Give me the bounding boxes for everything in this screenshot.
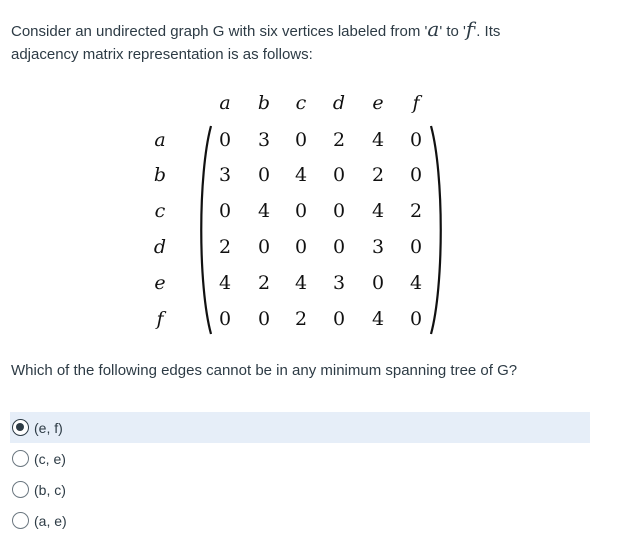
answer-options <box>10 412 590 536</box>
matrix-cell: 0 <box>294 236 308 258</box>
matrix-cell: 0 <box>218 200 232 222</box>
matrix-col-label: d <box>332 92 346 114</box>
matrix-cell: 0 <box>257 308 271 330</box>
matrix-cell: 3 <box>332 272 346 294</box>
matrix-cell: 0 <box>257 236 271 258</box>
answer-label: (c, e) <box>34 450 66 467</box>
matrix-cell: 4 <box>409 272 423 294</box>
matrix-cell: 0 <box>294 129 308 151</box>
answer-option-e-f[interactable] <box>10 412 590 443</box>
matrix-col-label: a <box>219 92 231 114</box>
matrix-cell: 4 <box>294 272 308 294</box>
question-text-before: Consider an undirected graph G with six vertices labeled from ' <box>11 23 428 40</box>
matrix-row-label: a <box>154 129 166 151</box>
matrix-cell: 0 <box>409 236 423 258</box>
matrix-cell: 0 <box>332 236 346 258</box>
matrix-row-label: e <box>154 272 166 294</box>
answer-option-c-e[interactable] <box>10 443 590 474</box>
answer-option-a-e[interactable] <box>10 505 590 536</box>
matrix-row-label: c <box>154 200 166 222</box>
matrix-row-label: b <box>153 164 167 186</box>
matrix-cell: 4 <box>371 200 385 222</box>
matrix-cell: 0 <box>371 272 385 294</box>
matrix-row-label: d <box>153 236 167 258</box>
matrix-cell: 3 <box>371 236 385 258</box>
matrix-cell: 3 <box>257 129 271 151</box>
matrix-col-label: e <box>372 92 384 114</box>
matrix-cell: 4 <box>371 308 385 330</box>
matrix-cell: 4 <box>294 164 308 186</box>
matrix-col-label: c <box>295 92 307 114</box>
answer-label: (e, f) <box>34 419 63 436</box>
matrix-cell: 2 <box>294 308 308 330</box>
matrix-cell: 2 <box>218 236 232 258</box>
matrix-row-label: f <box>156 308 164 330</box>
radio-button[interactable] <box>12 512 29 529</box>
answer-label: (a, e) <box>34 512 67 529</box>
first-vertex-label: a <box>427 17 440 41</box>
question-text-middle: ' to ' <box>439 23 466 40</box>
matrix-cell: 0 <box>294 200 308 222</box>
matrix-cell: 0 <box>332 200 346 222</box>
question-text <box>11 18 571 66</box>
adjacency-matrix <box>140 84 470 344</box>
matrix-cell: 0 <box>409 308 423 330</box>
matrix-cell: 4 <box>218 272 232 294</box>
matrix-cell: 2 <box>409 200 423 222</box>
matrix-cell: 0 <box>409 164 423 186</box>
radio-button[interactable] <box>12 450 29 467</box>
matrix-cell: 0 <box>409 129 423 151</box>
matrix-cell: 0 <box>332 308 346 330</box>
matrix-cell: 0 <box>218 308 232 330</box>
matrix-right-paren <box>428 124 446 336</box>
question-text-after: '. Its adjacency matrix representation is as follows: <box>11 23 501 63</box>
matrix-cell: 2 <box>257 272 271 294</box>
radio-button[interactable] <box>12 481 29 498</box>
matrix-cell: 0 <box>218 129 232 151</box>
matrix-cell: 4 <box>257 200 271 222</box>
answer-label: (b, c) <box>34 481 66 498</box>
matrix-cell: 2 <box>371 164 385 186</box>
matrix-cell: 0 <box>257 164 271 186</box>
matrix-cell: 2 <box>332 129 346 151</box>
radio-button-checked[interactable] <box>12 419 29 436</box>
matrix-cell: 0 <box>332 164 346 186</box>
matrix-col-label: b <box>257 92 271 114</box>
matrix-cell: 4 <box>371 129 385 151</box>
answer-option-b-c[interactable] <box>10 474 590 505</box>
last-vertex-label: f <box>465 17 474 41</box>
matrix-cell: 3 <box>218 164 232 186</box>
matrix-col-label: f <box>412 92 420 114</box>
matrix-left-paren <box>196 124 214 336</box>
question-prompt: Which of the following edges cannot be in any minimum spanning tree of G? <box>11 362 518 379</box>
